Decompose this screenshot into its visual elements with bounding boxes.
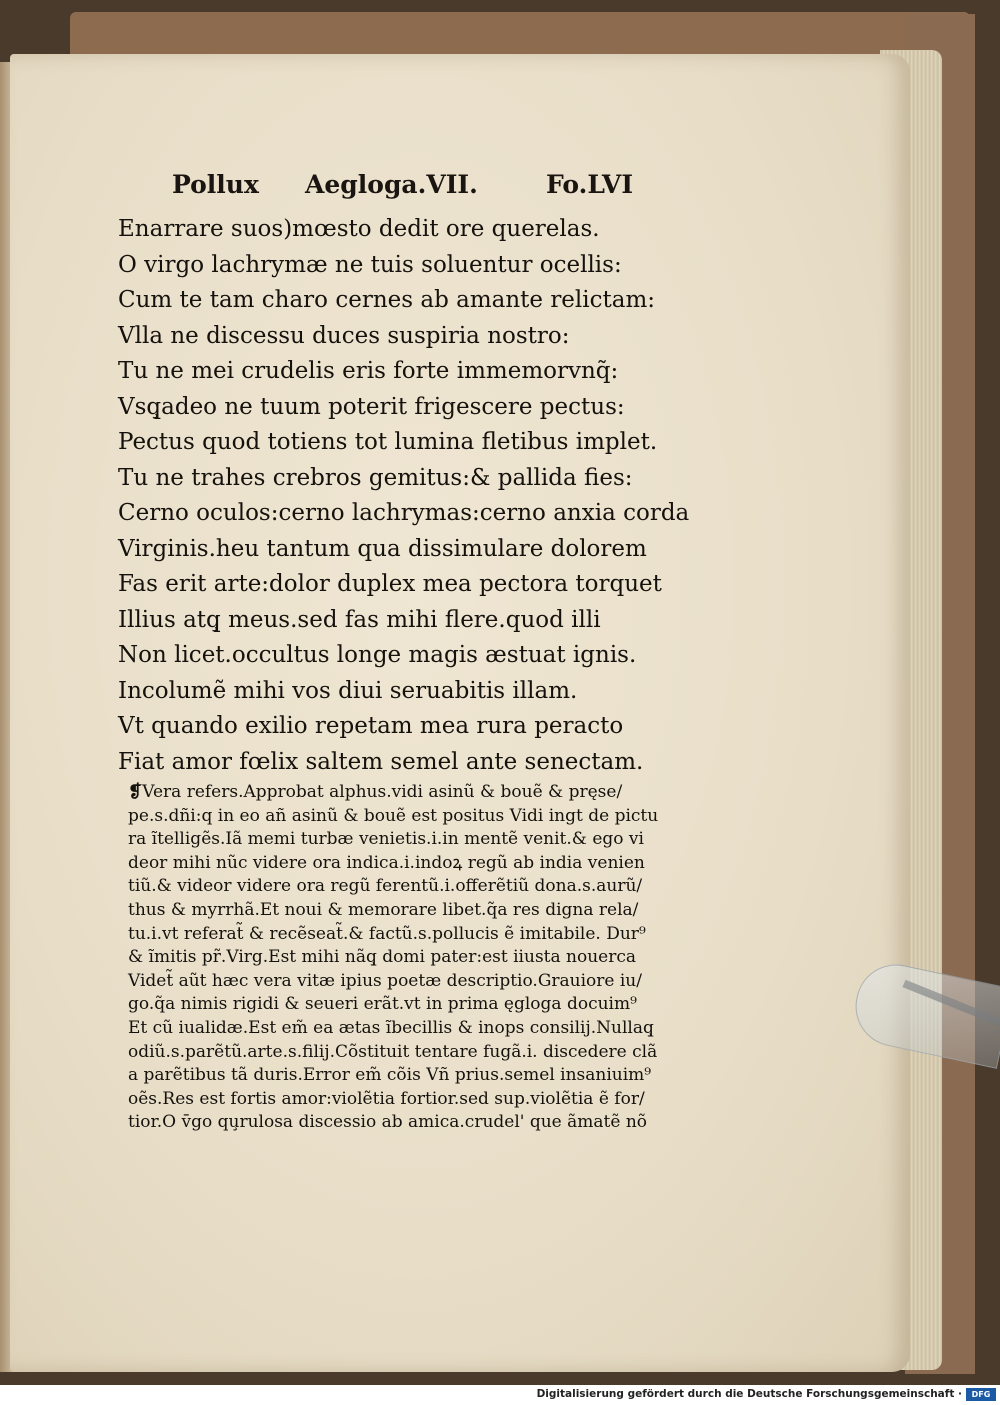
commentary-line: deor mihi nũc videre ora indica.i.indoꝝ regũ ab india venien [128,852,645,873]
verse-line: Cum te tam charo cernes ab amante relictam: [118,287,656,313]
commentary-line: Et cũ iualidæ.Est em̃ ea ætas ĩbecillis & inops consilij.Nullaq̧ [128,1017,654,1038]
running-head-center: Aegloga.VII. [305,170,478,199]
commentary-line: tiũ.& videor videre ora regũ ferentũ.i.offerẽtiũ dona.s.aurũ/ [128,876,643,897]
verse-line: Illius atq̧ meus.sed fas mihi flere.quod illi [118,606,601,633]
footer-bar [0,1385,1000,1405]
verse-line: O virgo lachrymæ ne tuis soluentur ocellis: [118,251,622,278]
commentary-line: Videt̃ aũt hæc vera vitæ ipius poetæ descriptio.Grauiore iu/ [128,970,642,991]
commentary-line: & ĩmitis pr̃.Virg.Est mihi nãq̧ domi pater:est iiusta nouerca [128,947,637,968]
verse-line: Enarrare suos)mœsto dedit ore querelas. [118,216,600,242]
dfg-logo-icon: DFG [966,1388,996,1401]
verse-line: Cerno oculos:cerno lachrymas:cerno anxia corda [118,500,690,526]
verse-line: Incolumẽ mihi vos diui seruabitis illam. [118,677,578,704]
verse-block [118,212,690,780]
commentary-line: odiũ.s.parẽtũ.arte.s.filij.Cõstituit tentare fugã.i. discedere clã [128,1041,658,1062]
folio-number: Fo.LVI [546,170,634,199]
commentary-line: ra ĩtelligẽs.Iã memi turbæ venietis.i.in mentẽ venit.& ego vi [128,829,644,850]
running-head-left: Pollux [172,170,259,199]
verse-line: Virginis.heu tantum qua dissimulare dolorem [118,535,647,562]
verse-line: Vsq̧adeo ne tuum poterit frigescere pectus: [118,393,625,420]
verse-line: Fas erit arte:dolor duplex mea pectora torquet [118,571,662,597]
commentary-line: tu.i.vt referat̃ & recẽseat̃.& factũ.s.pollucis ẽ imitabile. Dur⁹ [128,923,646,944]
verse-line: Non licet.occultus longe magis æstuat ignis. [118,642,637,668]
commentary-line: go.q̃a nimis rigidi & seueri erãt.vt in prima ęgloga docuim⁹ [128,994,637,1015]
verse-line: Vlla ne discessu duces suspiria nostro: [118,322,570,349]
commentary-block [128,781,718,1135]
commentary-line: tior.O v̄go qu̧rulosa discessio ab amica.crudel' que ãmatẽ nõ [128,1112,648,1133]
running-head [172,170,642,210]
verse-line: Pectus quod totiens tot lumina fletibus implet. [118,429,658,455]
verse-line: Fiat amor fœlix saltem semel ante senectam. [118,748,644,775]
commentary-line: thus & myrrhã.Et noui & memorare libet.q̃a res digna rela/ [128,899,639,920]
commentary-line: oẽs.Res est fortis amor:violẽtia fortior.sed sup.violẽtia ẽ for/ [128,1088,645,1109]
commentary-line: pe.s.dñi:q in eo añ asinũ & bouẽ est positus Vidi ingt de pictu [128,805,659,826]
commentary-line [128,781,718,805]
commentary-line: a parẽtibus tã duris.Error em̃ cõis Vñ prius.semel insaniuim⁹ [128,1065,652,1086]
commentary-first-line: Vera refers.Approbat alphus.vidi asinũ & bouẽ & pręse/ [142,782,623,802]
pilcrow-icon: ❡ [128,782,143,802]
funding-notice: Digitalisierung gefördert durch die Deutsche Forschungsgemeinschaft · [536,1388,962,1400]
verse-line: Tu ne mei crudelis eris forte immemorvnq̃: [118,358,619,384]
verse-line: Tu ne trahes crebros gemitus:& pallida fies: [118,464,633,491]
verse-line: Vt quando exilio repetam mea rura peracto [118,713,624,739]
